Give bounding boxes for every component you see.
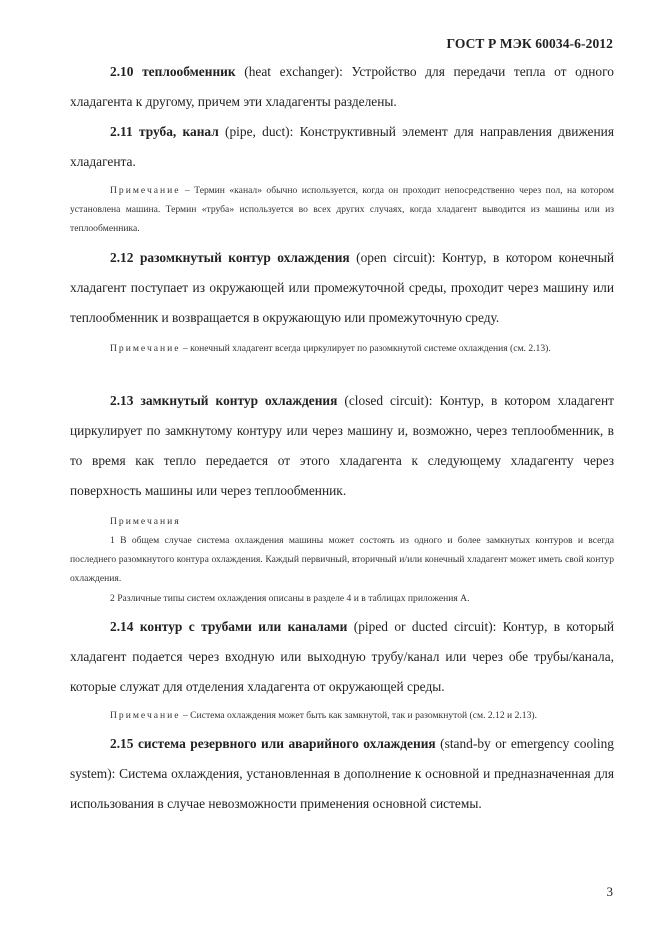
term-2-15 [70, 729, 614, 819]
term-definition: (open circuit): Контур, в котором конечный хладагент поступает из окружающей или промежуточной среды, проходит через машину или теплообменник и возвращается в окружающую или промежуточную среду. [70, 250, 614, 325]
notes-label: Примечания [110, 516, 181, 527]
note-2-12 [70, 339, 614, 358]
term-definition: (piped or ducted circuit): Контур, в который хладагент подается через входную или выходную трубу/канал или через обе трубы/канала, которые служат для отделения хладагента от окружающей среды. [70, 619, 615, 694]
term-2-14 [70, 612, 614, 702]
term-number: 2.15 [110, 736, 134, 751]
note-text: 2 Различные типы систем охлаждения описаны в разделе 4 и в таблицах приложения А. [110, 593, 470, 604]
note-2-13-1 [70, 531, 614, 588]
term-number: 2.12 [110, 250, 134, 265]
term-number: 2.14 [110, 619, 134, 634]
page-number: 3 [606, 884, 613, 899]
term-2-10 [70, 57, 614, 117]
term-2-11 [70, 117, 614, 177]
term-number: 2.13 [110, 393, 134, 408]
term-2-12 [70, 243, 614, 333]
term-title: теплообменник [142, 64, 236, 79]
standard-code: ГОСТ Р МЭК 60034-6-2012 [446, 36, 613, 51]
note-label: Примечание [110, 185, 181, 196]
term-2-13 [70, 386, 614, 506]
note-2-13-2 [70, 589, 614, 608]
note-label: Примечание [110, 710, 181, 721]
term-definition: (stand-by or emergency cooling system): Система охлаждения, установленная в дополнение к основной и предназначенная для использования в случае невозможности применения основной системы. [70, 736, 614, 811]
note-text: 1 В общем случае система охлаждения машины может состоять из одного и более замкнутых контуров и всегда последнего разомкнутого контура охлаждения. Каждый первичный, вторичный и/или конечный хладагент может иметь свой контур охлаждения. [70, 535, 614, 584]
term-definition: (pipe, duct): Конструктивный элемент для направления движения хладагента. [70, 124, 614, 169]
note-2-14 [70, 706, 614, 725]
note-text: – Система охлаждения может быть как замкнутой, так и разомкнутой (см. 2.12 и 2.13). [180, 710, 537, 721]
note-2-11 [70, 181, 614, 238]
term-definition: (closed circuit): Контур, в котором хладагент циркулирует по замкнутому контуру или через машину и, возможно, через теплообменник, в то время как тепло передается от этого хладагента к следующему хладагенту через поверхность машины или через теплообменник. [70, 393, 614, 498]
note-text: – конечный хладагент всегда циркулирует по разомкнутой системе охлаждения (см. 2.13). [180, 343, 551, 354]
term-title: система резервного или аварийного охлаждения [137, 736, 436, 751]
term-title: контур с трубами или каналами [139, 619, 348, 634]
note-text: – Термин «канал» обычно используется, когда он проходит непосредственно через пол, на котором установлена машина. Термин «труба» используется во всех других случаях, когда хладагент выводится из машины или из теплообменника. [70, 185, 614, 234]
term-title: разомкнутый контур охлаждения [139, 250, 350, 265]
term-definition: (heat exchanger): Устройство для передачи тепла от одного хладагента к другому, причем эти хладагенты разделены. [70, 64, 614, 109]
term-number: 2.11 [110, 124, 133, 139]
term-title: труба, канал [138, 124, 219, 139]
term-number: 2.10 [110, 64, 134, 79]
note-label: Примечание [110, 343, 181, 354]
term-title: замкнутый контур охлаждения [140, 393, 338, 408]
notes-2-13-heading [70, 512, 614, 531]
